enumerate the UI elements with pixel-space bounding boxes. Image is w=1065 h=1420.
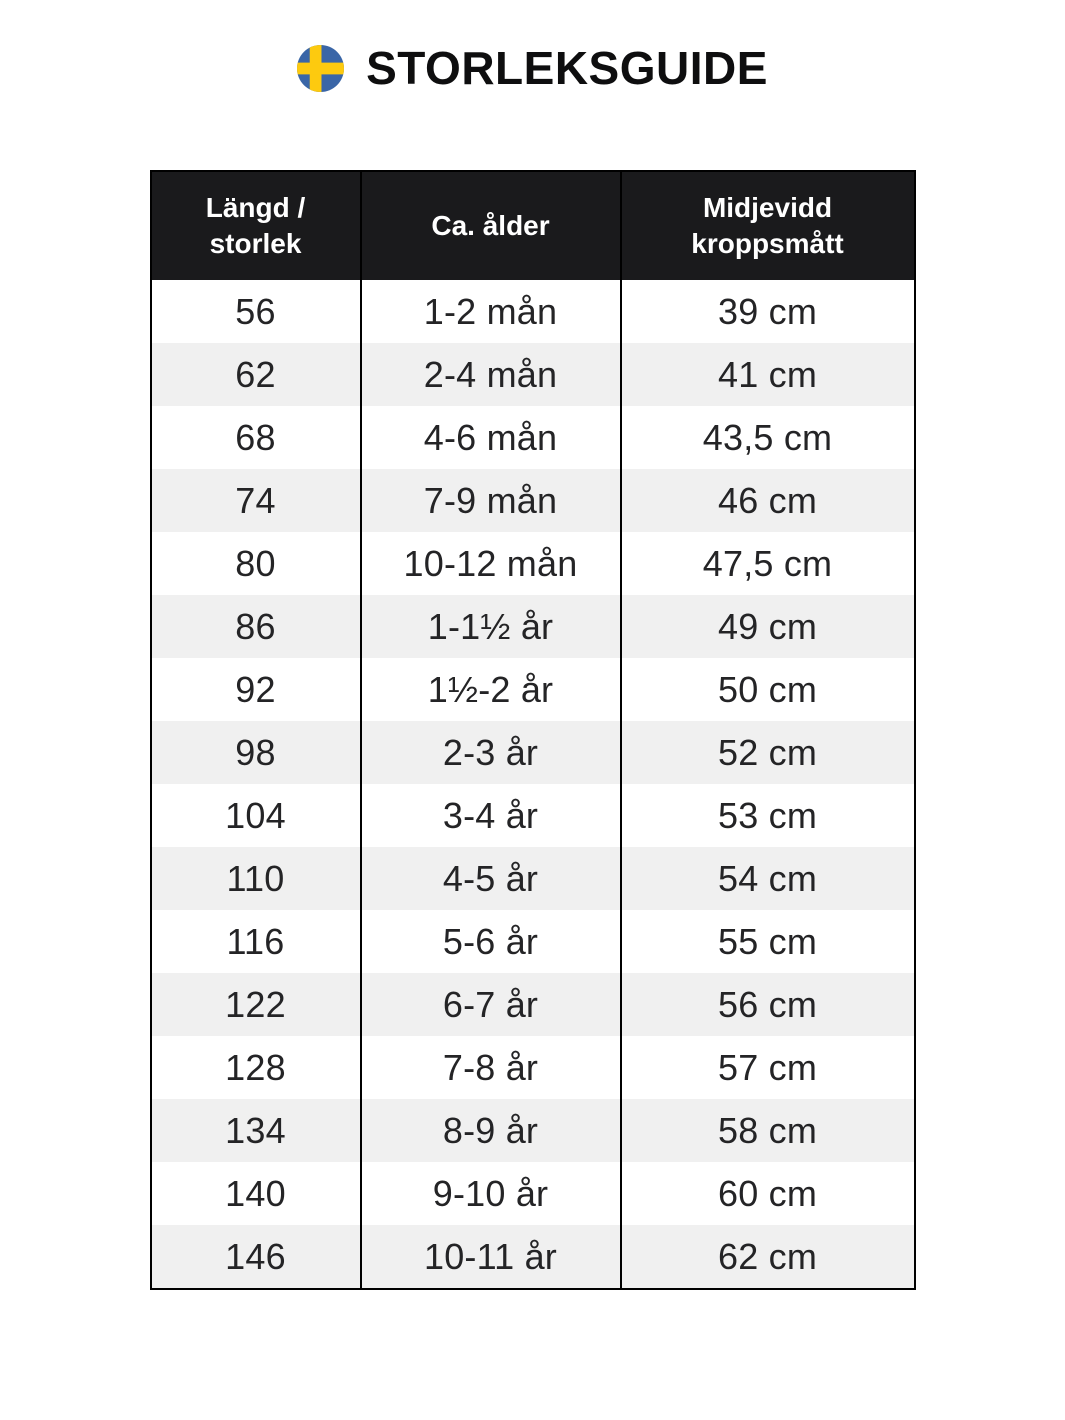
table-row xyxy=(152,1099,914,1162)
size-cell: 74 xyxy=(235,479,276,521)
size-cell: 92 xyxy=(235,668,276,710)
waist-cell: 50 cm xyxy=(620,658,914,721)
age-cell: 1½-2 år xyxy=(360,658,620,721)
age-cell: 7-8 år xyxy=(360,1036,620,1099)
waist-cell: 43,5 cm xyxy=(620,406,914,469)
age-cell: 1-2 mån xyxy=(360,280,620,343)
age-cell: 4-6 mån xyxy=(360,406,620,469)
age-cell: 1-1½ år xyxy=(360,595,620,658)
age-cell: 7-9 mån xyxy=(360,469,620,532)
table-row xyxy=(152,469,914,532)
size-cell: 98 xyxy=(235,731,276,773)
table-row xyxy=(152,847,914,910)
waist-cell: 60 cm xyxy=(620,1162,914,1225)
waist-cell: 49 cm xyxy=(620,595,914,658)
age-cell: 5-6 år xyxy=(360,910,620,973)
table-row xyxy=(152,532,914,595)
size-guide-table xyxy=(150,170,916,1290)
age-cell: 2-3 år xyxy=(360,721,620,784)
table-row xyxy=(152,1162,914,1225)
size-cell: 56 xyxy=(235,290,276,332)
waist-cell: 47,5 cm xyxy=(620,532,914,595)
table-row xyxy=(152,1225,914,1288)
age-cell: 10-12 mån xyxy=(360,532,620,595)
swedish-flag-icon xyxy=(297,45,344,92)
table-row xyxy=(152,973,914,1036)
table-row xyxy=(152,595,914,658)
age-cell: 3-4 år xyxy=(360,784,620,847)
page-header xyxy=(0,0,1065,92)
table-row xyxy=(152,343,914,406)
age-cell: 9-10 år xyxy=(360,1162,620,1225)
waist-cell: 62 cm xyxy=(620,1225,914,1288)
age-cell: 2-4 mån xyxy=(360,343,620,406)
page-title: STORLEKSGUIDE xyxy=(366,41,768,94)
table-header-row xyxy=(152,172,914,280)
size-cell: 140 xyxy=(225,1172,286,1214)
waist-cell: 58 cm xyxy=(620,1099,914,1162)
table-row xyxy=(152,1036,914,1099)
age-cell: 4-5 år xyxy=(360,847,620,910)
size-cell: 122 xyxy=(225,983,286,1025)
size-cell: 110 xyxy=(226,857,285,899)
size-cell: 80 xyxy=(235,542,276,584)
table-body xyxy=(152,280,914,1288)
size-cell: 68 xyxy=(235,416,276,458)
waist-cell: 53 cm xyxy=(620,784,914,847)
waist-cell: 56 cm xyxy=(620,973,914,1036)
size-cell: 128 xyxy=(225,1046,286,1088)
size-cell: 86 xyxy=(235,605,276,647)
size-cell: 146 xyxy=(225,1235,286,1277)
waist-cell: 46 cm xyxy=(620,469,914,532)
age-cell: 10-11 år xyxy=(360,1225,620,1288)
age-cell: 6-7 år xyxy=(360,973,620,1036)
table-row xyxy=(152,784,914,847)
column-header-approx-age: Ca. ålder xyxy=(360,172,620,280)
waist-cell: 41 cm xyxy=(620,343,914,406)
column-header-waist-body-measure: Midjevidd kroppsmått xyxy=(620,172,914,280)
waist-cell: 57 cm xyxy=(620,1036,914,1099)
waist-cell: 55 cm xyxy=(620,910,914,973)
waist-cell: 39 cm xyxy=(620,280,914,343)
age-cell: 8-9 år xyxy=(360,1099,620,1162)
size-cell: 104 xyxy=(225,794,286,836)
waist-cell: 54 cm xyxy=(620,847,914,910)
table-row xyxy=(152,280,914,343)
table-row xyxy=(152,658,914,721)
size-cell: 134 xyxy=(225,1109,286,1151)
table-row xyxy=(152,406,914,469)
size-cell: 62 xyxy=(235,353,276,395)
table-row xyxy=(152,910,914,973)
size-cell: 116 xyxy=(226,920,285,962)
table-row xyxy=(152,721,914,784)
waist-cell: 52 cm xyxy=(620,721,914,784)
column-header-length-size: Längd / storlek xyxy=(205,192,306,259)
